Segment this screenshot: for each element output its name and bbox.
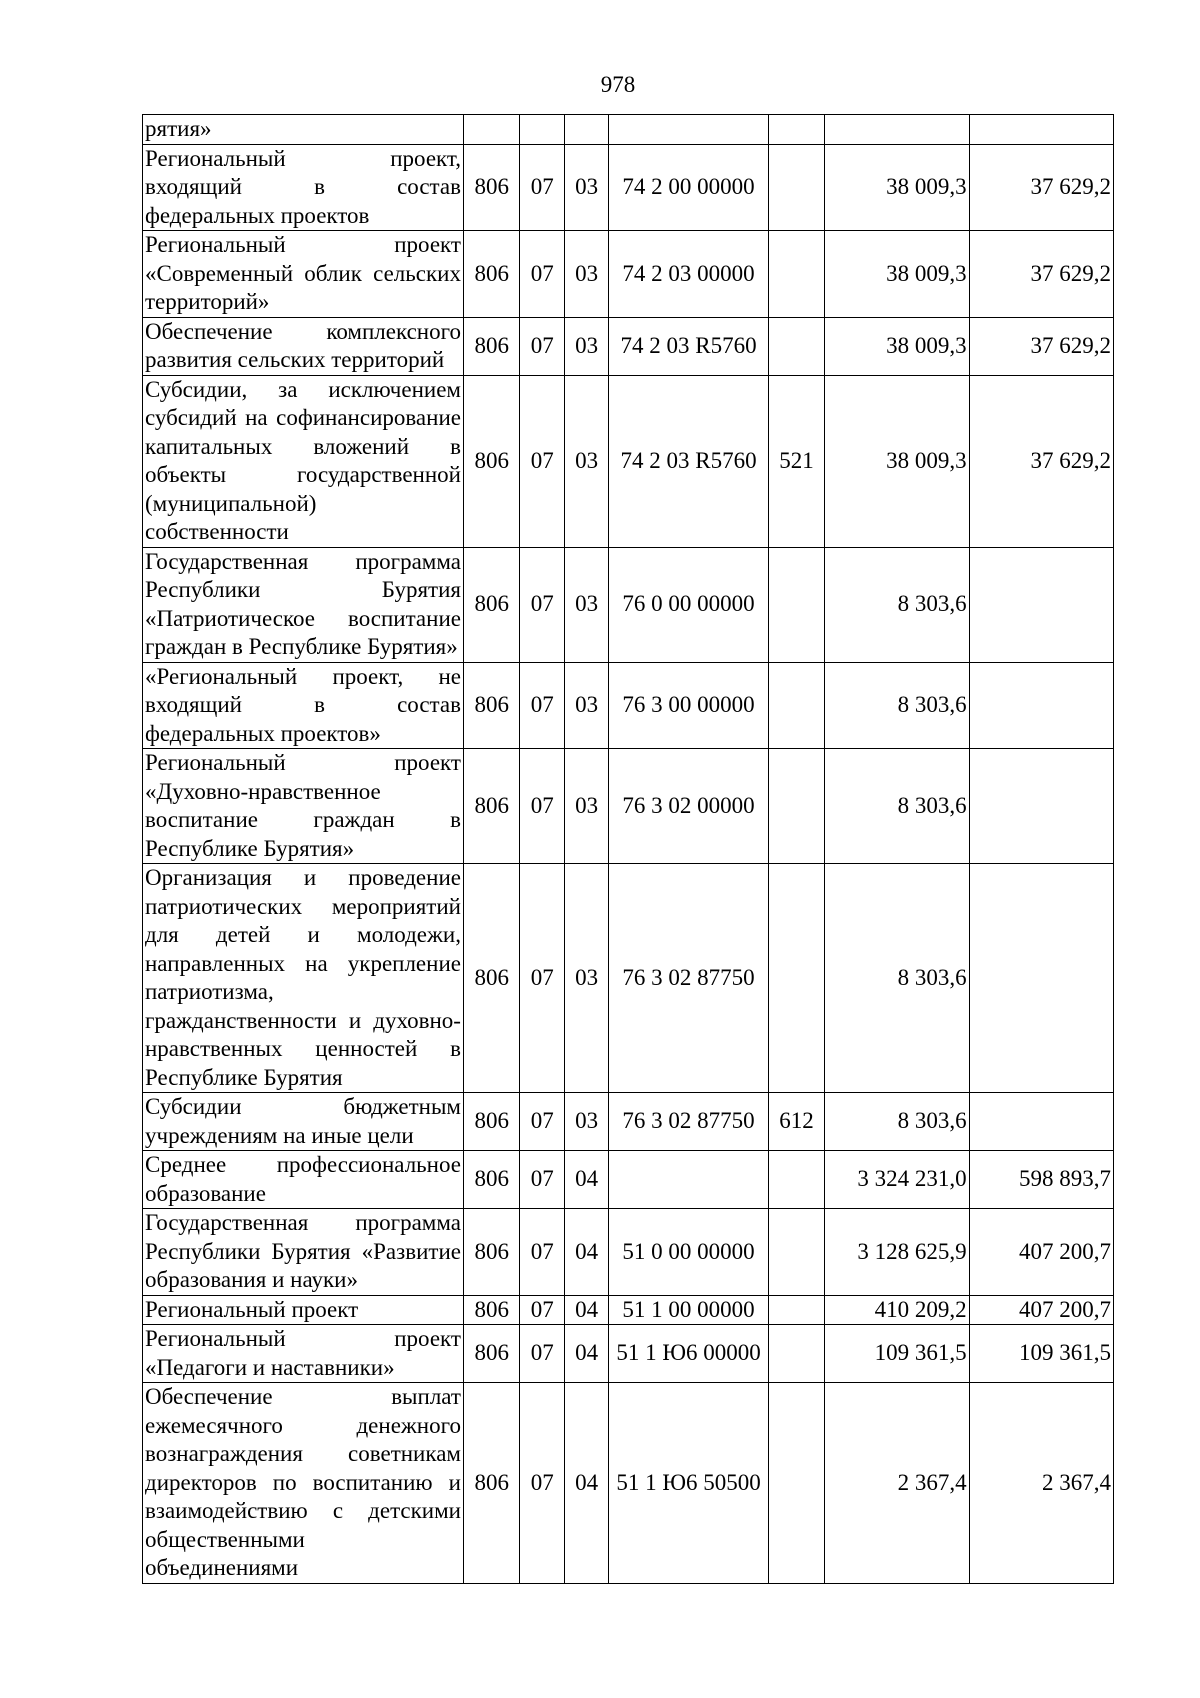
section-code-cell: 07	[520, 1383, 564, 1584]
ministry-code-cell: 806	[463, 1325, 520, 1383]
subsection-code-cell: 04	[564, 1295, 608, 1325]
table-row	[143, 144, 1114, 231]
target-article-cell: 74 2 03 R5760	[609, 375, 768, 547]
table-row	[143, 1151, 1114, 1209]
row-name-cell: Государственная программа Республики Бурятия «Развитие образования и науки»	[143, 1209, 464, 1296]
amount-first-cell: 38 009,3	[825, 317, 969, 375]
subsection-code-cell: 04	[564, 1383, 608, 1584]
amount-first-cell: 109 361,5	[825, 1325, 969, 1383]
subsection-code-cell: 03	[564, 864, 608, 1093]
table-row	[143, 1209, 1114, 1296]
expense-type-cell	[768, 547, 825, 662]
ministry-code-cell: 806	[463, 1093, 520, 1151]
table-row	[143, 662, 1114, 749]
row-name-cell: Субсидии, за исключением субсидий на софинансирование капитальных вложений в объекты государственной (муниципальной) собственности	[143, 375, 464, 547]
expense-type-cell	[768, 1209, 825, 1296]
expense-type-cell: 521	[768, 375, 825, 547]
row-name-cell: Среднее профессиональное образование	[143, 1151, 464, 1209]
table-row	[143, 317, 1114, 375]
table-row	[143, 1295, 1114, 1325]
amount-second-cell: 407 200,7	[969, 1295, 1113, 1325]
amount-first-cell	[825, 115, 969, 145]
table-row	[143, 1093, 1114, 1151]
ministry-code-cell	[463, 115, 520, 145]
amount-second-cell: 598 893,7	[969, 1151, 1113, 1209]
table-row	[143, 375, 1114, 547]
target-article-cell: 76 3 02 87750	[609, 864, 768, 1093]
section-code-cell: 07	[520, 1295, 564, 1325]
amount-first-cell: 38 009,3	[825, 144, 969, 231]
target-article-cell: 76 0 00 00000	[609, 547, 768, 662]
subsection-code-cell: 03	[564, 1093, 608, 1151]
expense-type-cell	[768, 115, 825, 145]
row-name-cell: Региональный проект «Педагоги и наставники»	[143, 1325, 464, 1383]
expense-type-cell	[768, 1325, 825, 1383]
section-code-cell: 07	[520, 1209, 564, 1296]
row-name-cell: Обеспечение выплат ежемесячного денежного вознаграждения советникам директоров по воспитанию и взаимодействию с детскими общественными объединениями	[143, 1383, 464, 1584]
target-article-cell: 74 2 03 R5760	[609, 317, 768, 375]
ministry-code-cell: 806	[463, 317, 520, 375]
subsection-code-cell: 03	[564, 375, 608, 547]
row-name-cell: Организация и проведение патриотических мероприятий для детей и молодежи, направленных на укрепление патриотизма, гражданственности и духовно-нравственных ценностей в Республике Бурятия	[143, 864, 464, 1093]
table-row	[143, 115, 1114, 145]
ministry-code-cell: 806	[463, 231, 520, 318]
row-name-cell: Региональный проект, входящий в состав федеральных проектов	[143, 144, 464, 231]
ministry-code-cell: 806	[463, 144, 520, 231]
row-name-cell: Обеспечение комплексного развития сельских территорий	[143, 317, 464, 375]
budget-table	[142, 114, 1114, 1584]
amount-first-cell: 8 303,6	[825, 662, 969, 749]
table-row	[143, 1325, 1114, 1383]
row-name-cell: Региональный проект «Духовно-нравственное воспитание граждан в Республике Бурятия»	[143, 749, 464, 864]
ministry-code-cell: 806	[463, 375, 520, 547]
target-article-cell: 74 2 03 00000	[609, 231, 768, 318]
subsection-code-cell	[564, 115, 608, 145]
target-article-cell: 76 3 02 00000	[609, 749, 768, 864]
section-code-cell: 07	[520, 231, 564, 318]
amount-second-cell	[969, 864, 1113, 1093]
expense-type-cell	[768, 662, 825, 749]
subsection-code-cell: 03	[564, 749, 608, 864]
section-code-cell: 07	[520, 317, 564, 375]
row-name-cell: «Региональный проект, не входящий в состав федеральных проектов»	[143, 662, 464, 749]
ministry-code-cell: 806	[463, 1295, 520, 1325]
section-code-cell	[520, 115, 564, 145]
ministry-code-cell: 806	[463, 864, 520, 1093]
expense-type-cell	[768, 864, 825, 1093]
ministry-code-cell: 806	[463, 547, 520, 662]
amount-second-cell: 37 629,2	[969, 317, 1113, 375]
subsection-code-cell: 03	[564, 144, 608, 231]
subsection-code-cell: 04	[564, 1325, 608, 1383]
ministry-code-cell: 806	[463, 662, 520, 749]
table-row	[143, 1383, 1114, 1584]
ministry-code-cell: 806	[463, 1209, 520, 1296]
row-name-cell: Государственная программа Республики Бурятия «Патриотическое воспитание граждан в Республике Бурятия»	[143, 547, 464, 662]
amount-first-cell: 8 303,6	[825, 547, 969, 662]
amount-first-cell: 38 009,3	[825, 231, 969, 318]
target-article-cell: 74 2 00 00000	[609, 144, 768, 231]
target-article-cell	[609, 115, 768, 145]
subsection-code-cell: 04	[564, 1151, 608, 1209]
section-code-cell: 07	[520, 144, 564, 231]
section-code-cell: 07	[520, 1325, 564, 1383]
target-article-cell: 76 3 00 00000	[609, 662, 768, 749]
amount-second-cell	[969, 662, 1113, 749]
ministry-code-cell: 806	[463, 1383, 520, 1584]
section-code-cell: 07	[520, 375, 564, 547]
expense-type-cell	[768, 1151, 825, 1209]
amount-second-cell: 407 200,7	[969, 1209, 1113, 1296]
amount-second-cell	[969, 749, 1113, 864]
subsection-code-cell: 03	[564, 231, 608, 318]
target-article-cell: 51 1 00 00000	[609, 1295, 768, 1325]
section-code-cell: 07	[520, 1093, 564, 1151]
row-name-cell: Субсидии бюджетным учреждениям на иные цели	[143, 1093, 464, 1151]
amount-first-cell: 8 303,6	[825, 864, 969, 1093]
expense-type-cell	[768, 231, 825, 318]
table-row	[143, 231, 1114, 318]
section-code-cell: 07	[520, 749, 564, 864]
table-body	[143, 115, 1114, 1584]
expense-type-cell: 612	[768, 1093, 825, 1151]
amount-second-cell: 109 361,5	[969, 1325, 1113, 1383]
target-article-cell	[609, 1151, 768, 1209]
table-row	[143, 864, 1114, 1093]
section-code-cell: 07	[520, 662, 564, 749]
section-code-cell: 07	[520, 547, 564, 662]
amount-first-cell: 8 303,6	[825, 749, 969, 864]
expense-type-cell	[768, 1295, 825, 1325]
amount-first-cell: 3 128 625,9	[825, 1209, 969, 1296]
expense-type-cell	[768, 317, 825, 375]
amount-first-cell: 3 324 231,0	[825, 1151, 969, 1209]
subsection-code-cell: 03	[564, 662, 608, 749]
amount-second-cell	[969, 115, 1113, 145]
amount-second-cell	[969, 547, 1113, 662]
ministry-code-cell: 806	[463, 749, 520, 864]
expense-type-cell	[768, 1383, 825, 1584]
amount-second-cell: 37 629,2	[969, 375, 1113, 547]
amount-second-cell: 2 367,4	[969, 1383, 1113, 1584]
subsection-code-cell: 03	[564, 317, 608, 375]
amount-first-cell: 2 367,4	[825, 1383, 969, 1584]
ministry-code-cell: 806	[463, 1151, 520, 1209]
amount-second-cell: 37 629,2	[969, 231, 1113, 318]
subsection-code-cell: 04	[564, 1209, 608, 1296]
row-name-cell: рятия»	[143, 115, 464, 145]
target-article-cell: 51 1 Ю6 50500	[609, 1383, 768, 1584]
amount-second-cell	[969, 1093, 1113, 1151]
table-row	[143, 547, 1114, 662]
amount-second-cell: 37 629,2	[969, 144, 1113, 231]
amount-first-cell: 38 009,3	[825, 375, 969, 547]
expense-type-cell	[768, 749, 825, 864]
section-code-cell: 07	[520, 864, 564, 1093]
target-article-cell: 51 0 00 00000	[609, 1209, 768, 1296]
row-name-cell: Региональный проект	[143, 1295, 464, 1325]
amount-first-cell: 410 209,2	[825, 1295, 969, 1325]
section-code-cell: 07	[520, 1151, 564, 1209]
page-number: 978	[600, 72, 636, 97]
target-article-cell: 76 3 02 87750	[609, 1093, 768, 1151]
expense-type-cell	[768, 144, 825, 231]
subsection-code-cell: 03	[564, 547, 608, 662]
table-row	[143, 749, 1114, 864]
row-name-cell: Региональный проект «Современный облик сельских территорий»	[143, 231, 464, 318]
target-article-cell: 51 1 Ю6 00000	[609, 1325, 768, 1383]
amount-first-cell: 8 303,6	[825, 1093, 969, 1151]
